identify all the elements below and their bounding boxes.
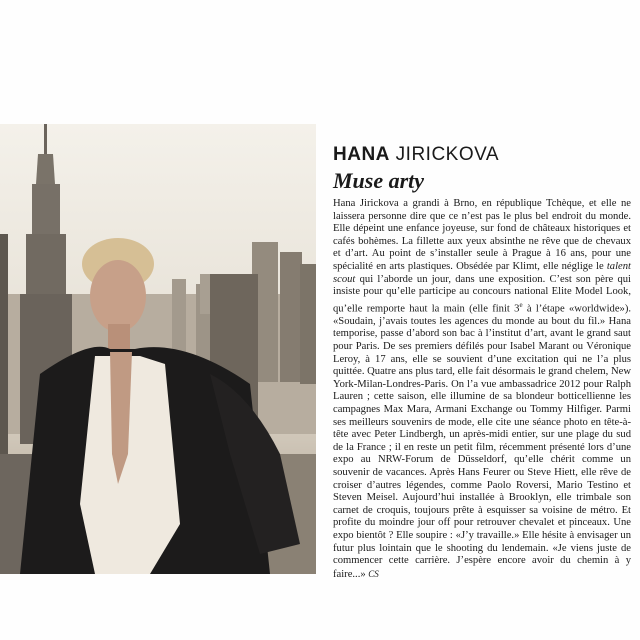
author-initials: CS (368, 568, 379, 579)
article-body (333, 198, 631, 581)
model-name-heading (333, 144, 633, 166)
model-first-name: HANA (333, 144, 390, 165)
body-superscript: e (519, 300, 523, 309)
body-part-1: Hana Jirickova a grandi à Brno, en république Tchèque, et elle ne laissera personne dire que ce n’est pas le plus bel endroit du monde. Elle dépeint une enfance joyeuse, sur fond de châteaux historiques et cafés bohèmes. La fillette aux yeux absinthe ne rêve que de chevaux et d’art. Au point de s’installer seule à Prague à 16 ans, pour une spécialité en arts plastiques. Obsédée par Klimt, elle néglige le (333, 198, 631, 272)
body-part-2: qui l’aborde un jour, dans une exposition. C’est son père qui insiste pour qu’elle participe au concours national Elite Model Look, qu’elle remporte haut la main (elle finit 3 (333, 273, 631, 315)
model-last-name: JIRICKOVA (395, 144, 500, 165)
body-part-3: à l’étape «worldwide»). «Soudain, j’avais toutes les agences du monde au bout du fil.» Hana temporise, passe d’abord son bac à l’institut d’art, avant le grand saut pour Paris. De ses premiers défilés pour Isabel Marant ou Véronique Leroy, à 17 ans, elle se souvient d’une excitation qui ne l’a plus quittée. Quatre ans plus tard, elle fait désormais le grand chelem, New York-Milan-Londres-Paris. On l’a vue ambassadrice 2012 pour Ralph Lauren ; cette saison, elle illumine de sa blondeur botticellienne les campagnes Max Mara, Armani Exchange ou Tommy Hilfiger. Parmi ses meilleurs souvenirs de mode, elle cite une séance photo en tête-à-tête avec Peter Lindbergh, un après-midi entier, sur une plage du sud de la France ; il en reste un petit film, récemment présenté lors d’une expo au NRW-Forum de Düsseldorf, qu’elle chérit comme un souvenir de vacances. Après Hans Feurer ou Steve Hiett, elle rêve de croiser d’autres légendes, comme Paolo Roversi, Mario Testino et Steven Meisel. Aujourd’hui installée à Brooklyn, elle trimbale son carnet de croquis, toujours prête à esquisser sa voisine de métro. Et profite du moindre jour off pour retrouver chevalet et pinceaux. Une expo bientôt ? Elle soupire : «J’y travaille.» Elle hésite à envisager un futur plus lointain que le shooting du lendemain. «Je viens juste de commencer cette carrière. J’espère encore avoir du chemin à y faire...» (333, 303, 631, 580)
body-italic-talent-scout: talent scout (333, 260, 631, 285)
city-portrait-illustration (0, 124, 316, 574)
portrait-photo (0, 124, 316, 574)
article-subtitle: Muse arty (333, 168, 425, 193)
